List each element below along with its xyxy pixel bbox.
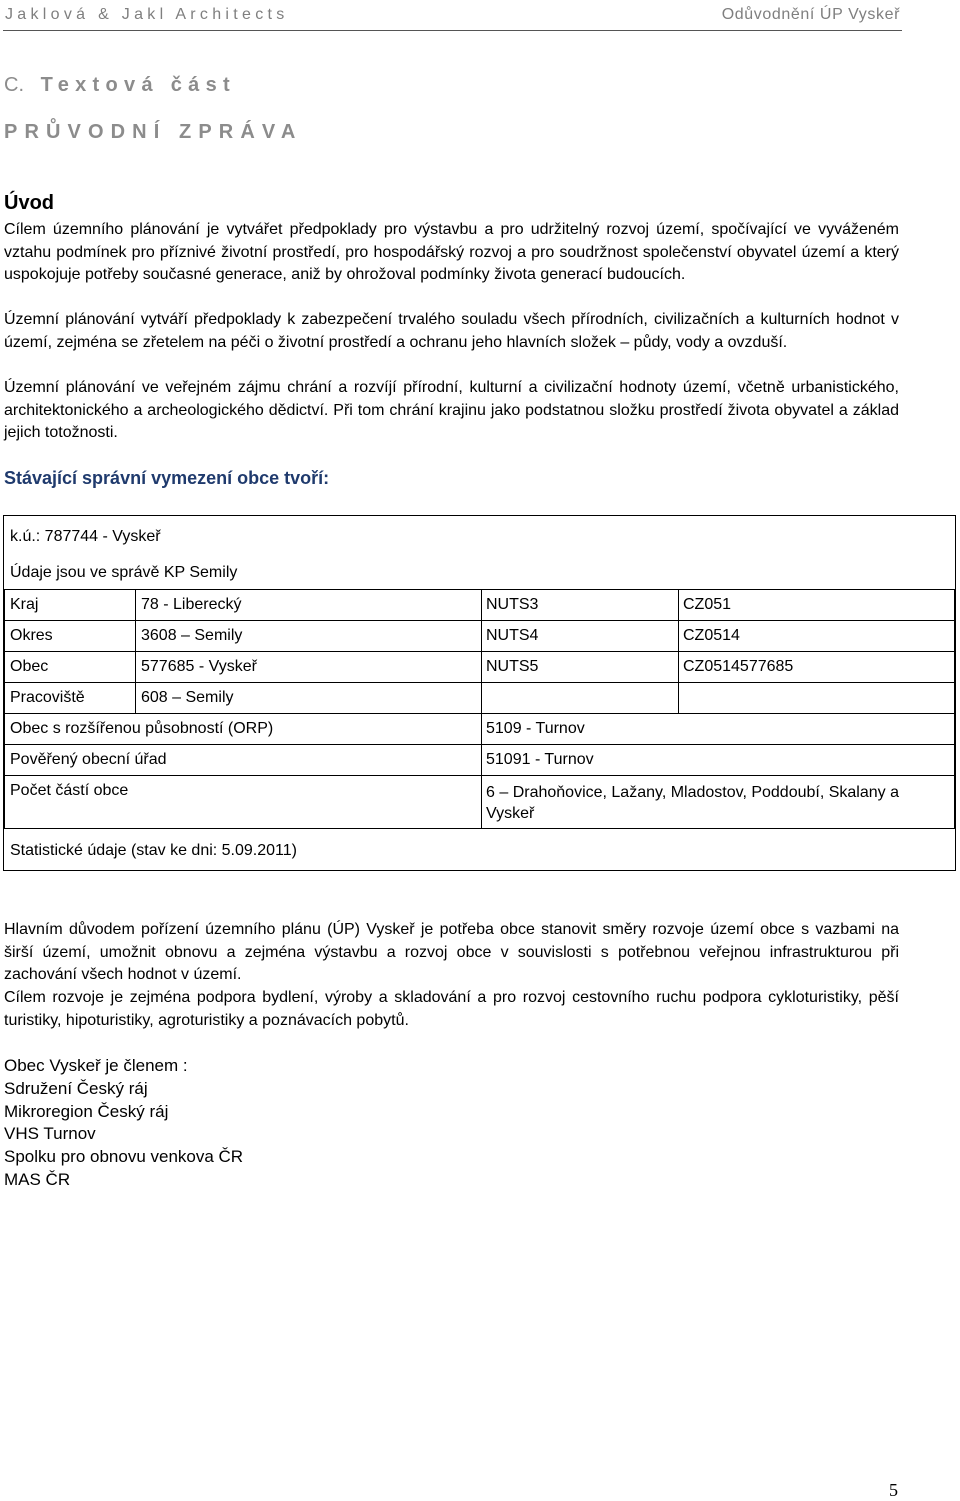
- header-firm-name: Jaklová & Jakl Architects: [5, 6, 289, 23]
- list-item: MAS ČR: [4, 1169, 71, 1189]
- cadastral-area: k.ú.: 787744 - Vyskeř: [10, 528, 161, 545]
- table-cell: [481, 682, 679, 714]
- row-nuts-obec: NUTS5: [486, 658, 539, 675]
- membership-intro: Obec Vyskeř je členem :: [4, 1056, 188, 1075]
- section-letter: C.: [4, 74, 24, 96]
- page-header: [3, 2, 902, 31]
- intro-heading: Úvod: [4, 192, 54, 214]
- row-value-obec: 577685 - Vyskeř: [141, 658, 257, 675]
- row-label-pracoviste: Pracoviště: [10, 689, 85, 706]
- list-item: Spolku pro obnovu venkova ČR: [4, 1147, 244, 1167]
- report-title: PRŮVODNÍ ZPRÁVA: [4, 121, 303, 143]
- section-heading: [4, 74, 236, 97]
- row-nuts-okres: NUTS4: [486, 627, 539, 644]
- row-code-kraj: CZ051: [683, 596, 732, 613]
- pou-label: Pověřený obecní úřad: [10, 751, 167, 768]
- row-label-obec: Obec: [10, 658, 49, 675]
- intro-paragraph-2: Územní plánování vytváří předpoklady k zabezpečení trvalého souladu všech přírodních, civilizačních a kulturních hodnot v území, zejména se zřetelem na péči o životní prostředí a ochranu jeho hlavních složek – půdy, vody a ovzduší.: [4, 311, 899, 351]
- managed-by: Údaje jsou ve správě KP Semily: [10, 564, 238, 581]
- reason-paragraph-1: Hlavním důvodem pořízení územního plánu (ÚP) Vyskeř je potřeba obce stanovit směry rozvoje území obce s vazbami na širší území, umožnit obnovu a zejména výstavbu a rozvoj obce v souvislosti s potřebnou veřejnou infrastrukturou při zachování všech hodnot v území.: [4, 921, 899, 984]
- row-label-kraj: Kraj: [10, 596, 39, 613]
- row-value-okres: 3608 – Semily: [141, 627, 243, 644]
- row-value-pracoviste: 608 – Semily: [141, 689, 234, 706]
- orp-label: Obec s rozšířenou působností (ORP): [10, 720, 274, 737]
- row-code-obec: CZ0514577685: [683, 658, 794, 675]
- orp-value: 5109 - Turnov: [486, 720, 585, 737]
- page-number: 5: [889, 1480, 898, 1500]
- section-title: Textová část: [40, 74, 236, 96]
- intro-paragraph-1: Cílem územního plánování je vytvářet předpoklady pro výstavbu a pro udržitelný rozvoj území, spočívající ve vyváženém vztahu podmínek pro příznivé životní prostředí, pro hospodářský rozvoj a pro soudržnost společenství obyvatel území a který uspokojuje potřeby současné generace, aniž by ohrožoval podmínky života generací budoucích.: [4, 221, 899, 284]
- statistics-note: Statistické údaje (stav ke dni: 5.09.2011): [10, 842, 297, 859]
- pou-value: 51091 - Turnov: [486, 751, 594, 768]
- header-document-title: Odůvodnění ÚP Vyskeř: [721, 6, 900, 23]
- intro-paragraph-3: Územní plánování ve veřejném zájmu chrání a rozvíjí přírodní, kulturní a civilizační hodnoty území, včetně urbanistického, architektonického a archeologického dědictví. Při tom chrání krajinu jako podstatnou složku prostředí života obyvatel a základ jejich totožnosti.: [4, 379, 899, 442]
- list-item: Sdružení Český ráj: [4, 1078, 148, 1098]
- row-label-okres: Okres: [10, 627, 53, 644]
- parts-label: Počet částí obce: [10, 782, 129, 799]
- row-value-kraj: 78 - Liberecký: [141, 596, 242, 613]
- row-code-okres: CZ0514: [683, 627, 740, 644]
- table-cell: [678, 682, 955, 714]
- admin-info-box: [3, 515, 956, 871]
- membership-list: [4, 1055, 243, 1192]
- row-nuts-kraj: NUTS3: [486, 596, 539, 613]
- list-item: VHS Turnov: [4, 1124, 96, 1144]
- list-item: Mikroregion Český ráj: [4, 1101, 169, 1121]
- admin-heading: Stávající správní vymezení obce tvoří:: [4, 468, 330, 488]
- parts-value: 6 – Drahoňovice, Lažany, Mladostov, Poddoubí, Skalany a Vyskeř: [486, 784, 899, 822]
- reason-paragraph-2: Cílem rozvoje je zejména podpora bydlení, výroby a skladování a pro rozvoj cestovního ruchu podpora cykloturistiky, pěší turistiky, hipoturistiky, agroturistiky a poznávacích pobytů.: [4, 989, 899, 1029]
